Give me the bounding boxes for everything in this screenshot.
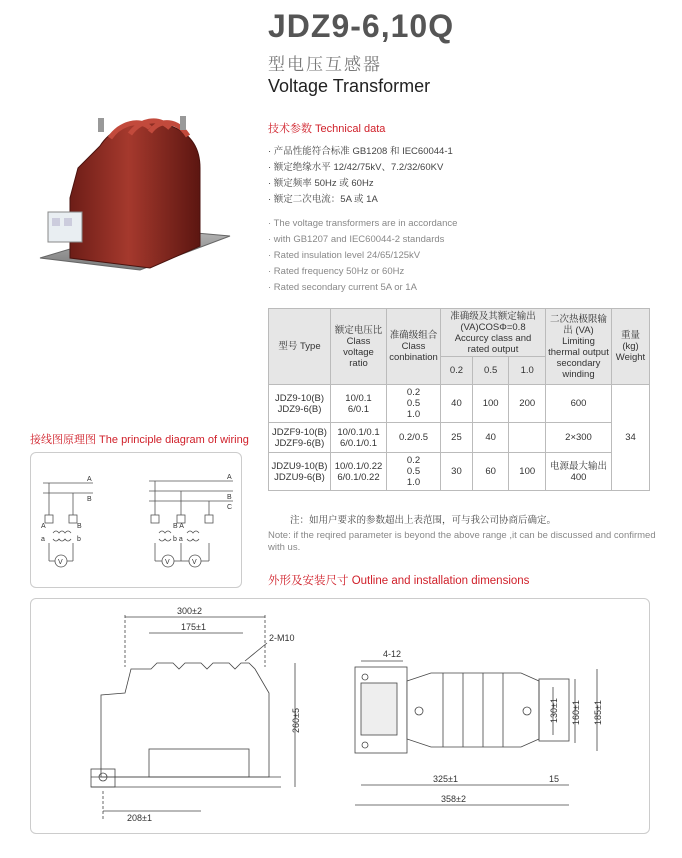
- wiring-diagram: [31, 453, 243, 589]
- cell-v02: 40: [441, 385, 473, 423]
- cell-v02: 25: [441, 423, 473, 453]
- cell-type: JDZ9-10(B) JDZ9-6(B): [269, 385, 331, 423]
- spec-cn-item: · 额定二次电流：5A 或 1A: [268, 194, 378, 205]
- dim-208: 208±1: [127, 813, 152, 823]
- label-V-2: V: [192, 559, 197, 566]
- table-row: [269, 453, 650, 491]
- table-row: [269, 423, 650, 453]
- model-title: JDZ9-6,10Q: [268, 8, 455, 44]
- cell-v10: 100: [509, 453, 546, 491]
- dim-130: 130±1: [549, 698, 559, 723]
- header-combination: 准确级组合 Class conbination: [387, 309, 441, 385]
- cell-thermal: 电源最大输出 400: [546, 453, 612, 491]
- dim-m10: 2-M10: [269, 633, 295, 643]
- label-V: V: [58, 559, 63, 566]
- cell-v05: 60: [472, 453, 509, 491]
- dim-4-12: 4-12: [383, 649, 402, 659]
- header-type: 型号 Type: [269, 309, 331, 385]
- label-B-primary: B: [77, 523, 82, 530]
- dim-358: 358±2: [441, 794, 466, 804]
- dim-175: 175±1: [181, 622, 206, 632]
- cell-type: JDZU9-10(B) JDZU9-6(B): [269, 453, 331, 491]
- header-ratio: 额定电压比 Class voltage ratio: [331, 309, 387, 385]
- cell-combo: 0.2/0.5: [387, 423, 441, 453]
- label-ba: b a: [173, 536, 183, 543]
- product-name-cn: 型电压互感器: [268, 55, 382, 74]
- cell-weight: 34: [612, 385, 650, 491]
- cell-ratio: 10/0.1 6/0.1: [331, 385, 387, 423]
- dim-325: 325±1: [433, 774, 458, 784]
- note-cn: 注：如用户要求的参数超出上表范围，可与我公司协商后确定。: [290, 515, 557, 526]
- technical-data-heading: 技术参数 Technical data: [268, 123, 386, 135]
- wiring-heading: 接线图原理图 The principle diagram of wiring: [30, 434, 249, 446]
- header-class-05: 0.5: [472, 357, 509, 385]
- spec-list-cn: [268, 144, 453, 208]
- dim-300: 300±2: [177, 606, 202, 616]
- dim-15: 15: [549, 774, 560, 784]
- note-en: Note: if the reqired parameter is beyond the above range ,it can be discussed and confirmed with us.: [268, 530, 656, 553]
- header-class-02: 0.2: [441, 357, 473, 385]
- product-photo: [30, 108, 240, 278]
- dimension-drawing-frame: [30, 598, 650, 834]
- cell-type: JDZF9-10(B) JDZF9-6(B): [269, 423, 331, 453]
- label-BA: B A: [173, 523, 184, 530]
- product-name-en: Voltage Transformer: [268, 76, 431, 96]
- dimension-drawing: [31, 599, 651, 835]
- dim-260: 260±5: [291, 708, 301, 733]
- header-weight: 重量 (kg) Weight: [612, 309, 650, 385]
- spec-list-en: [268, 216, 457, 296]
- wiring-diagram-frame: [30, 452, 242, 588]
- outline-heading: 外形及安装尺寸 Outline and installation dimensions: [268, 575, 530, 587]
- cell-thermal: 2×300: [546, 423, 612, 453]
- cell-thermal: 600: [546, 385, 612, 423]
- spec-en-item: · Rated insulation level 24/65/125kV: [268, 250, 421, 261]
- header-output: 准确级及其额定输出 (VA)COSΦ=0.8 Accurcy class and rated output: [441, 309, 546, 357]
- cell-ratio: 10/0.1/0.22 6/0.1/0.22: [331, 453, 387, 491]
- label-V-1: V: [165, 559, 170, 566]
- label-C-bus: C: [227, 504, 233, 511]
- cell-combo: 0.2 0.5 1.0: [387, 453, 441, 491]
- label-B-bus: B: [227, 494, 232, 501]
- cell-v02: 30: [441, 453, 473, 491]
- label-A-bus: A: [227, 474, 232, 481]
- cell-combo: 0.2 0.5 1.0: [387, 385, 441, 423]
- spec-en-item: · Rated frequency 50Hz or 60Hz: [268, 266, 405, 277]
- dim-160: 160±1: [571, 700, 581, 725]
- header-thermal: 二次热极限输出 (VA) Limiting thermal output secondary winding: [546, 309, 612, 385]
- spec-cn-item: · 额定频率 50Hz 或 60Hz: [268, 178, 374, 189]
- cell-v10: 200: [509, 385, 546, 423]
- spec-table: [268, 308, 650, 491]
- spec-en-item: · with GB1207 and IEC60044-2 standards: [268, 234, 445, 245]
- spec-en-item: · Rated secondary current 5A or 1A: [268, 282, 417, 293]
- label-b: b: [77, 536, 81, 543]
- table-row: [269, 385, 650, 423]
- label-a: a: [41, 536, 45, 543]
- cell-v05: 100: [472, 385, 509, 423]
- label-A: A: [87, 476, 92, 483]
- label-A-primary: A: [41, 523, 46, 530]
- spec-en-item: · The voltage transformers are in accordance: [268, 218, 458, 229]
- dim-185: 185±1: [593, 700, 603, 725]
- spec-cn-item: · 额定绝缘水平 12/42/75kV、7.2/32/60KV: [268, 162, 444, 173]
- cell-v10: [509, 423, 546, 453]
- spec-cn-item: · 产品性能符合标准 GB1208 和 IEC60044-1: [268, 146, 453, 157]
- label-B: B: [87, 496, 92, 503]
- cell-ratio: 10/0.1/0.1 6/0.1/0.1: [331, 423, 387, 453]
- cell-v05: 40: [472, 423, 509, 453]
- header-class-10: 1.0: [509, 357, 546, 385]
